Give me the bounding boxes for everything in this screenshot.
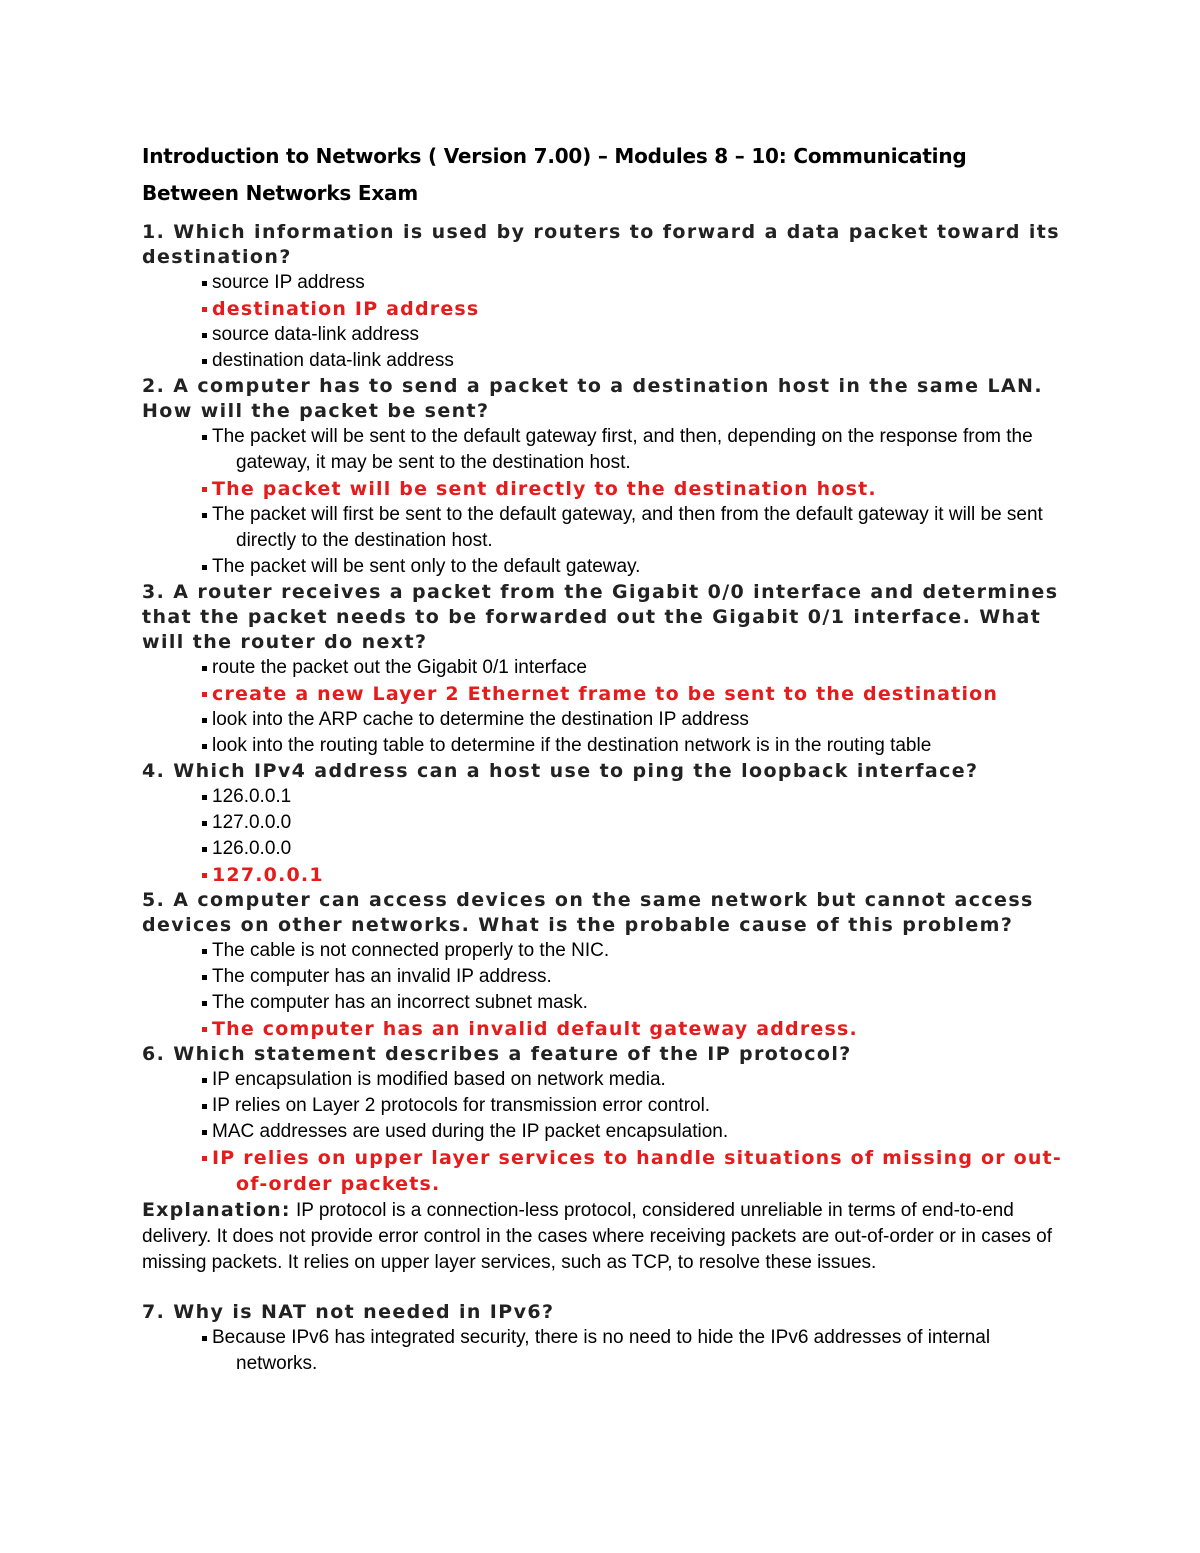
- option: Because IPv6 has integrated security, there is no need to hide the IPv6 addresses of internal networks.: [201, 1325, 1062, 1377]
- option: route the packet out the Gigabit 0/1 interface: [201, 655, 1062, 681]
- option: source IP address: [201, 270, 1062, 296]
- correct-option: create a new Layer 2 Ethernet frame to be sent to the destination: [201, 681, 1062, 707]
- option: destination data-link address: [201, 348, 1062, 374]
- option: look into the routing table to determine if the destination network is in the routing table: [201, 733, 1062, 759]
- correct-option: The computer has an invalid default gateway address.: [201, 1016, 1062, 1042]
- option: IP encapsulation is modified based on network media.: [201, 1067, 1062, 1093]
- option: source data-link address: [201, 322, 1062, 348]
- correct-option: 127.0.0.1: [201, 862, 1062, 888]
- title-line-1: Introduction to Networks ( Version 7.00) – Modules 8 – 10: Communicating: [142, 144, 967, 168]
- explanation-text: IP protocol is a connection-less protocol, considered unreliable in terms of end-to-end delivery. It does not provide error control in the cases where receiving packets are out-of-order or in cases of missing packets. It relies on upper layer services, such as TCP, to resolve these issues.: [142, 1200, 1052, 1273]
- correct-option: destination IP address: [201, 296, 1062, 322]
- question-5-options: [142, 938, 1062, 1042]
- question-7-options: [142, 1325, 1062, 1377]
- question-4-options: [142, 784, 1062, 888]
- document-page: [142, 138, 1062, 1377]
- option: 126.0.0.1: [201, 784, 1062, 810]
- question-2: 2. A computer has to send a packet to a destination host in the same LAN. How will the packet be sent?: [142, 375, 1043, 422]
- question-1-options: [142, 270, 1062, 374]
- option: The computer has an invalid IP address.: [201, 964, 1062, 990]
- option: look into the ARP cache to determine the destination IP address: [201, 707, 1062, 733]
- question-4: 4. Which IPv4 address can a host use to ping the loopback interface?: [142, 760, 979, 782]
- option: The computer has an incorrect subnet mask.: [201, 990, 1062, 1016]
- option: The cable is not connected properly to the NIC.: [201, 938, 1062, 964]
- explanation: [142, 1197, 1062, 1276]
- option: The packet will first be sent to the default gateway, and then from the default gateway it will be sent directly to the destination host.: [201, 502, 1062, 554]
- question-3-options: [142, 655, 1062, 759]
- question-3: 3. A router receives a packet from the Gigabit 0/0 interface and determines that the packet needs to be forwarded out the Gigabit 0/1 interface. What will the router do next?: [142, 581, 1059, 653]
- explanation-label: Explanation:: [142, 1199, 291, 1221]
- correct-option: IP relies on upper layer services to handle situations of missing or out-of-order packets.: [201, 1145, 1062, 1197]
- option: The packet will be sent only to the default gateway.: [201, 554, 1062, 580]
- correct-option: The packet will be sent directly to the destination host.: [201, 476, 1062, 502]
- question-1: 1. Which information is used by routers to forward a data packet toward its destination?: [142, 221, 1060, 268]
- question-6: 6. Which statement describes a feature of the IP protocol?: [142, 1043, 852, 1065]
- question-5: 5. A computer can access devices on the same network but cannot access devices on other networks. What is the probable cause of this problem?: [142, 889, 1034, 936]
- title-line-2: Between Networks Exam: [142, 181, 418, 205]
- question-2-options: [142, 424, 1062, 580]
- option: MAC addresses are used during the IP packet encapsulation.: [201, 1119, 1062, 1145]
- document-title: [142, 138, 1062, 212]
- option: IP relies on Layer 2 protocols for transmission error control.: [201, 1093, 1062, 1119]
- spacer: [142, 1276, 1062, 1300]
- option: 126.0.0.0: [201, 836, 1062, 862]
- question-7: 7. Why is NAT not needed in IPv6?: [142, 1301, 555, 1323]
- option: 127.0.0.0: [201, 810, 1062, 836]
- question-6-options: [142, 1067, 1062, 1197]
- option: The packet will be sent to the default gateway first, and then, depending on the response from the gateway, it may be sent to the destination host.: [201, 424, 1062, 476]
